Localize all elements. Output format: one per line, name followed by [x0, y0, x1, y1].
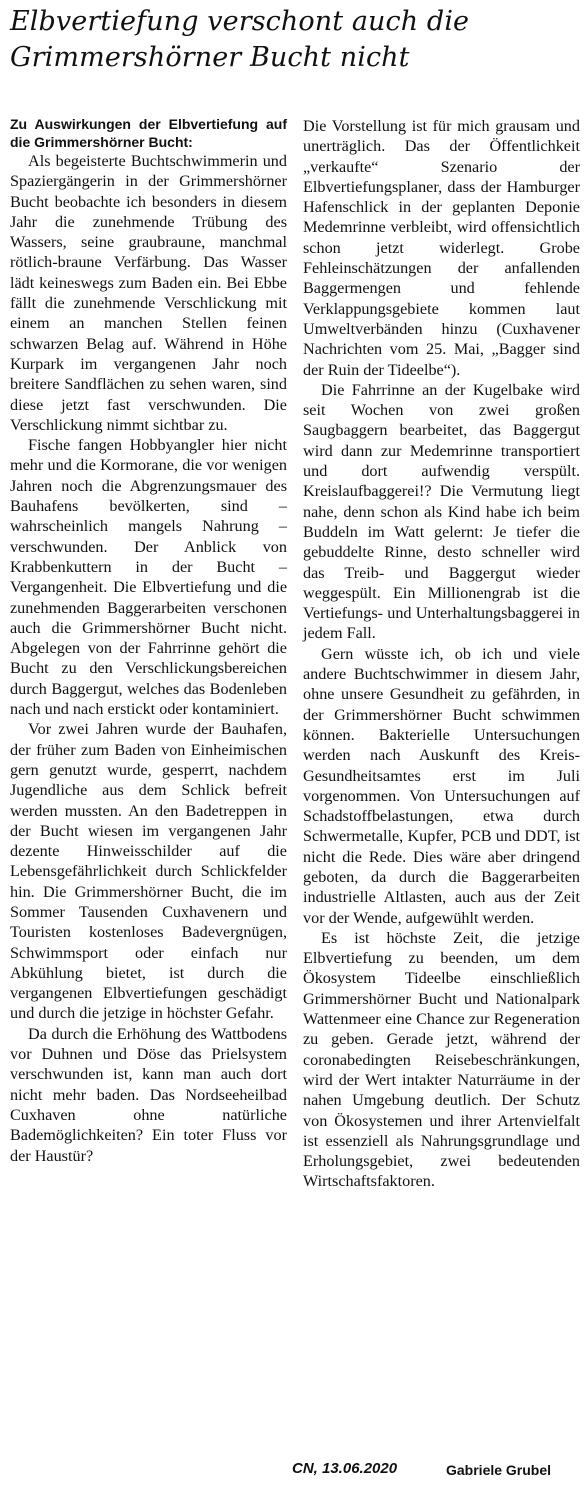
paragraph-1: Als begeisterte Buchtschwimmerin und Spaziergängerin in der Grimmershörner Bucht beobachte ich besonders in diesem Jahr die zunehmende Trübung des Wassers, seine graubraune, manchmal rötlich-braune Verfärbung. Das Wasser lädt keineswegs zum Baden ein. Bei Ebbe fällt die zunehmende Verschlickung mit einem an manchen Stellen feinen schwarzen Belag auf. Während in Höhe Kurpark im vergangenen Jahr noch breitere Sandflächen zu sehen waren, sind diese jetzt fast verschwunden. Die Verschlickung nimmt sichtbar zu.: [10, 152, 287, 434]
paragraph-4: Da durch die Erhöhung des Wattbodens vor Duhnen und Döse das Prielsystem verschwunden ist, kann man auch dort nicht mehr baden. Das Nordseeheilbad Cuxhaven ohne natürliche Bademöglichkeiten? Ein toter Fluss vor der Haustür?: [10, 1024, 287, 1165]
article-subhead: Zu Auswirkungen der Elbvertiefung auf die Grimmershörner Bucht:: [10, 116, 287, 150]
author-name: Gabriele Grubel: [446, 1462, 552, 1478]
source-date: CN, 13.06.2020: [292, 1460, 398, 1477]
headline-line-2: Grimmershörner Bucht nicht: [10, 42, 410, 73]
left-column: [10, 116, 287, 1166]
right-column: [303, 116, 580, 1192]
article-headline: [10, 4, 580, 76]
paragraph-6: Die Fahrrinne an der Kugelbake wird seit Wochen von zwei großen Saugbaggern bearbeitet, das Baggergut wird dann zur Medemrinne transportiert und dort aufwendig verspült. Kreislaufbaggerei!? Die Vermutung liegt nahe, denn schon als Kind habe ich beim Buddeln im Watt gelernt: Je tiefer die gebuddelte Rinne, desto schneller wird das Treib- und Baggergut wieder weggespült. Ein Millionengrab ist die Vertiefungs- und Unterhaltungsbaggerei in jedem Fall.: [303, 380, 580, 643]
paragraph-3: Vor zwei Jahren wurde der Bauhafen, der früher zum Baden von Einheimischen gern genutzt wurde, gesperrt, nachdem Jugendliche aus dem Schlick befreit werden mussten. An den Badetreppen in der Bucht wiesen im vergangenen Jahr dezente Hinweisschilder auf die Lebensgefährlichkeit durch Schlickfelder hin. Die Grimmershörner Bucht, die im Sommer Tausenden Cuxhavenern und Touristen kostenloses Badevergnügen, Schwimmsport oder einfach nur Abkühlung bietet, ist durch die vergangenen Elbvertiefungen geschädigt und durch die jetzige in höchster Gefahr.: [10, 720, 287, 1023]
paragraph-7: Gern wüsste ich, ob ich und viele andere Buchtschwimmer in diesem Jahr, ohne unsere Gesundheit zu gefährden, in der Grimmershörner Bucht schwimmen können. Bakterielle Untersuchungen werden nach Auskunft des Kreis-Gesundheitsamtes erst im Juli vorgenommen. Von Untersuchungen auf Schadstoffbelastungen, etwa durch Schwermetalle, Kupfer, PCB und DDT, ist nicht die Rede. Dies wäre aber dringend geboten, da durch die Baggerarbeiten industrielle Altlasten, auch aus der Zeit vor der Wende, aufgewühlt werden.: [303, 644, 580, 927]
headline-line-1: Elbvertiefung verschont auch die: [10, 6, 470, 37]
paragraph-5: Die Vorstellung ist für mich grausam und unerträglich. Das der Öffentlichkeit „verkaufte“ Szenario der Elbvertiefungsplaner, dass der Hamburger Hafenschlick in der geplanten Deponie Medemrinne verbleibt, wird offensichtlich schon jetzt widerlegt. Grobe Fehleinschätzungen der anfallenden Baggermengen und fehlende Verklappungsgebiete kommen laut Umweltverbänden hinzu (Cuxhavener Nachrichten vom 25. Mai, „Bagger sind der Ruin der Tideelbe“).: [303, 117, 580, 379]
paragraph-2: Fische fangen Hobbyangler hier nicht mehr und die Kormorane, die vor wenigen Jahren noch die Abgrenzungsmauer des Bauhafens bevölkerten, sind – wahrscheinlich mangels Nahrung – verschwunden. Der Anblick von Krabbenkuttern in der Bucht – Vergangenheit. Die Elbvertiefung und die zunehmenden Baggerarbeiten verschonen auch die Grimmershörner Bucht nicht. Abgelegen von der Fahrrinne gehört die Bucht zu den Verschlickungsbereichen durch Baggergut, welches das Bodenleben nach und nach erstickt oder kontaminiert.: [10, 436, 287, 719]
paragraph-8: Es ist höchste Zeit, die jetzige Elbvertiefung zu beenden, um dem Ökosystem Tideelbe einschließlich Grimmershörner Bucht und Nationalpark Wattenmeer eine Chance zur Regeneration zu geben. Gerade jetzt, während der coronabedingten Reisebeschränkungen, wird der Wert intakter Naturräume in der nahen Umgebung deutlich. Der Schutz von Ökosystemen und ihrer Artenvielfalt ist essenziell als Nahrungsgrundlage und Erholungsgebiet, zwei bedeutenden Wirtschaftsfaktoren.: [303, 928, 580, 1191]
